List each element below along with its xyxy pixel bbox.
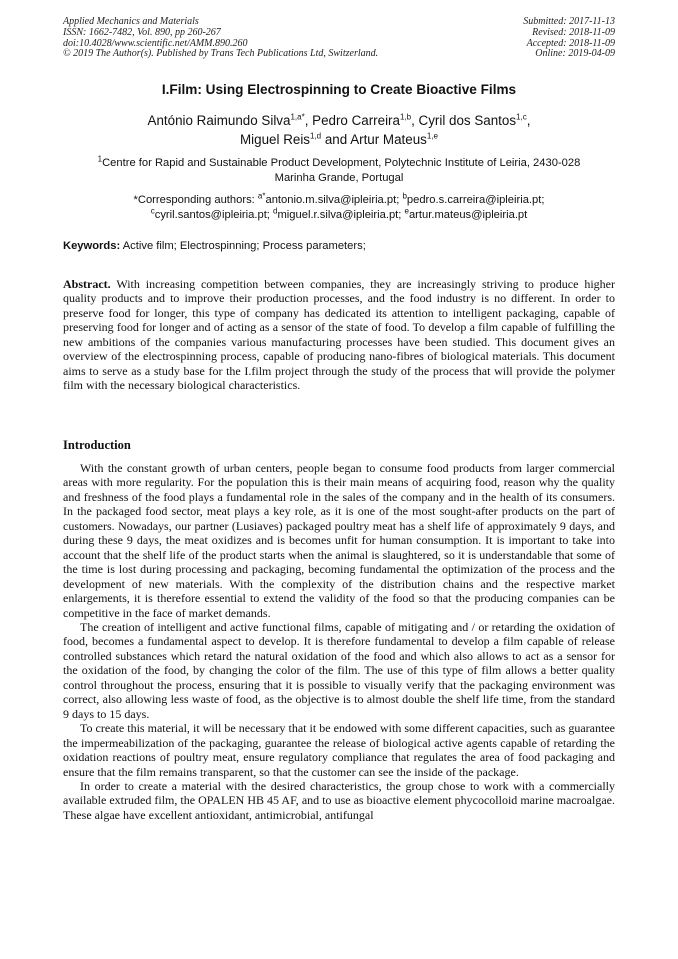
affiliation-line: Centre for Rapid and Sustainable Product Development, Polytechnic Institute of Leiria, 2430-028 [102, 157, 581, 169]
email-mark: c [150, 205, 155, 215]
journal-issn: ISSN: 1662-7482, Vol. 890, pp 260-267 [63, 26, 221, 38]
author-name: António Raimundo Silva [147, 113, 291, 128]
email-mark: d [273, 205, 278, 215]
author-list: António Raimundo Silva$^{1,a*}$, Pedro Carreira$^{1,b}$, Cyril dos Santos$^{1,c}$, Miguel Reis$^{1,d}$ and Artur Mateus$^{1,e}$ [147, 112, 531, 147]
abstract [63, 277, 615, 393]
affiliation-line: Marinha Grande, Portugal [274, 171, 404, 184]
keywords-label: Keywords: [63, 240, 121, 252]
keywords [63, 240, 615, 252]
email-mark: e [404, 205, 409, 215]
author-name: Artur Mateus [350, 132, 427, 147]
email-mark: b [402, 191, 407, 201]
author-name: Pedro Carreira [312, 113, 400, 128]
author-affiliation-mark: 1,b [399, 112, 412, 122]
journal-doi[interactable]: doi:10.4028/www.scientific.net/AMM.890.260 [63, 37, 248, 49]
affiliation-mark: 1 [97, 154, 103, 164]
email-link[interactable]: antonio.m.silva@ipleiria.pt; [265, 194, 400, 206]
author-conjunction: and [324, 132, 348, 147]
paragraph: In order to create a material with the desired characteristics, the group chose to work with a commercially available extruded film, the OPALEN HB 45 AF, and to use as bioactive element phycocolloid marine macroalgae. These algae have excellent antioxidant, antimicrobial, antifungal [63, 778, 615, 822]
journal-header-right [415, 17, 615, 60]
date-revised: Revised: 2018-11-09 [532, 26, 615, 38]
corresponding-authors [40, 193, 638, 222]
email-link[interactable]: cyril.santos@ipleiria.pt; [154, 208, 270, 221]
keywords-text: Active film; Electrospinning; Process parameters; [122, 240, 366, 252]
date-accepted: Accepted: 2018-11-09 [526, 37, 615, 49]
email-link[interactable]: artur.mateus@ipleiria.pt [408, 208, 528, 221]
journal-name: Applied Mechanics and Materials [63, 16, 199, 27]
paragraph: With the constant growth of urban centers, people began to consume food products from larger commercial areas with more regularity. For the population this is their main means of acquiring food, reason why the quality and freshness of the food plays a fundamental role in the sales of the company and in the health of its consumers. In the packaged food sector, meat plays a key role, as it is one of the most sought-after products on the part of customers. Nowadays, our partner (Lusiaves) packaged poultry meat has a shelf life of approximately 9 days, and during these 9 days, the meat oxidizes and is becomes unfit for human consumption. It is important to take into account that the shelf life of the product starts when the animal is slaughtered, so it is understandable that some of the time is lost during processing and packaging, becoming fundamental the optimization of the process and the development of new materials. With the complexity of the distribution chains and the respective market enlargements, it is therefore essential to extend the validity of the food so that the producing companies can be competitive in the face of market demands. [63, 461, 615, 620]
email-mark: a* [257, 191, 266, 201]
corresponding-label: *Corresponding authors: [133, 194, 255, 206]
date-online: Online: 2019-04-09 [535, 48, 615, 60]
affiliation [40, 156, 638, 185]
author-name: Miguel Reis [240, 132, 310, 147]
author-name: Cyril dos Santos [418, 113, 517, 128]
abstract-text: With increasing competition between companies, they are increasingly striving to produce higher quality products and to improve their production processes, and the food industry is no different. In order to preserve food for longer, this type of company has dedicated its attention to intelligent packaging, capable of preserving food for longer and of acting as a sensor of the state of food. To develop a film capable of fulfilling the new ambitions of the companies various manufacturing processes have been studied. This document gives an overview of the electrospinning process, capable of producing nano-fibres of biological materials. This document aims to serve as a study base for the I.film project through the study of the process that will provide the polymer film with the necessary biological characteristics. [63, 277, 615, 393]
date-submitted: Submitted: 2017-11-13 [523, 16, 615, 27]
paragraph: The creation of intelligent and active functional films, capable of mitigating and / or retarding the oxidation of food, becomes a fundamental aspect to develop. It is therefore fundamental to develop a film capable of release controlled substances which retard the natural oxidation of the food and which also allows to act as a sensor for the oxidation of the food, by changing the color of the film. The use of this type of film allows a better quality control throughout the process, ensuring that it is possible to visually verify that the packaging environment was correct, also allowing less waste of food, as the objective is to almost double the shelf life time, from the standard 9 days to 15 days. [63, 619, 615, 721]
introduction-body [63, 461, 615, 822]
journal-header-left [63, 17, 443, 60]
author-affiliation-mark: 1,c [516, 112, 527, 122]
email-link[interactable]: miguel.r.silva@ipleiria.pt; [277, 208, 402, 221]
paper-title: I.Film: Using Electrospinning to Create Bioactive Films [161, 82, 517, 97]
section-heading-introduction: Introduction [63, 438, 131, 452]
abstract-label: Abstract. [63, 277, 111, 291]
author-affiliation-mark: 1,e [426, 131, 438, 141]
email-link[interactable]: pedro.s.carreira@ipleiria.pt; [406, 194, 545, 206]
author-affiliation-mark: 1,a* [290, 112, 305, 122]
paragraph: To create this material, it will be necessary that it be endowed with some different capacities, such as guarantee the impermeabilization of the packaging, guarantee the release of biological active agents capable of retarding the oxidation reactions of poultry meat, ensure regulatory compliance that regulates the area of food packaging and ensure that the film remains transparent, so that the customer can see the inside of the package. [63, 721, 615, 779]
author-affiliation-mark: 1,d [310, 131, 322, 141]
journal-copyright: © 2019 The Author(s). Published by Trans Tech Publications Ltd, Switzerland. [63, 48, 379, 60]
